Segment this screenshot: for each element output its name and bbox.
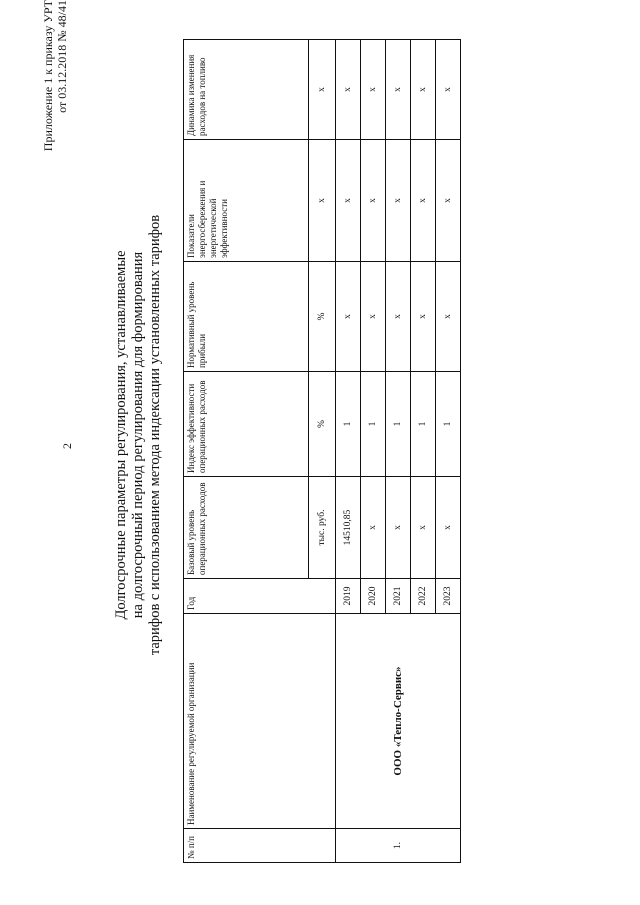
appendix-line-2: от 03.12.2018 № 48/41 [55, 0, 69, 113]
header-base: Базовый уровень операционных расходов [184, 477, 309, 579]
cell-energy: х [361, 140, 386, 262]
cell-fuel: х [436, 40, 461, 140]
cell-year: 2020 [361, 579, 386, 614]
cell-energy: х [411, 140, 436, 262]
header-row [184, 40, 309, 863]
title-line-3: тарифов с использованием метода индексации установленных тарифов [147, 214, 163, 656]
unit-base: тыс. руб. [309, 477, 336, 579]
cell-index: 1 [361, 372, 386, 477]
header-year: Год [184, 579, 336, 614]
cell-profit: х [336, 262, 361, 372]
unit-energy: х [309, 140, 336, 262]
cell-base: х [436, 477, 461, 579]
org-name: ООО «Тепло-Сервис» [336, 614, 461, 829]
appendix-line-1: Приложение 1 к приказу УРТ [41, 0, 55, 152]
header-index: Индекс эффективности операционных расходов [184, 372, 309, 477]
cell-index: 1 [386, 372, 411, 477]
cell-profit: х [361, 262, 386, 372]
cell-year: 2019 [336, 579, 361, 614]
cell-profit: х [436, 262, 461, 372]
header-fuel: Динамика изменения расходов на топливо [184, 40, 309, 140]
cell-profit: х [386, 262, 411, 372]
cell-index: 1 [436, 372, 461, 477]
page-number: 2 [60, 443, 74, 449]
title-line-2: на долгосрочный период регулирования для формирования [130, 251, 146, 619]
cell-base: 14510,85 [336, 477, 361, 579]
cell-year: 2022 [411, 579, 436, 614]
cell-fuel: х [411, 40, 436, 140]
header-org: Наименование регулируемой организации [184, 614, 336, 829]
cell-base: х [386, 477, 411, 579]
unit-profit: % [309, 262, 336, 372]
cell-energy: х [436, 140, 461, 262]
cell-index: 1 [336, 372, 361, 477]
header-profit: Нормативный уровень прибыли [184, 262, 309, 372]
parameters-table [183, 39, 461, 863]
cell-fuel: х [336, 40, 361, 140]
cell-year: 2021 [386, 579, 411, 614]
cell-fuel: х [386, 40, 411, 140]
cell-profit: х [411, 262, 436, 372]
cell-base: х [361, 477, 386, 579]
cell-fuel: х [361, 40, 386, 140]
cell-year: 2023 [436, 579, 461, 614]
cell-index: 1 [411, 372, 436, 477]
cell-energy: х [386, 140, 411, 262]
header-energy: Показатели энергосбережения и энергетической эффективности [184, 140, 309, 262]
cell-energy: х [336, 140, 361, 262]
unit-index: % [309, 372, 336, 477]
table-row [336, 40, 361, 863]
cell-base: х [411, 477, 436, 579]
org-number: 1. [336, 829, 461, 863]
title-line-1: Долгосрочные параметры регулирования, устанавливаемые [113, 250, 129, 620]
unit-fuel: х [309, 40, 336, 140]
header-num: № п/п [184, 829, 336, 863]
